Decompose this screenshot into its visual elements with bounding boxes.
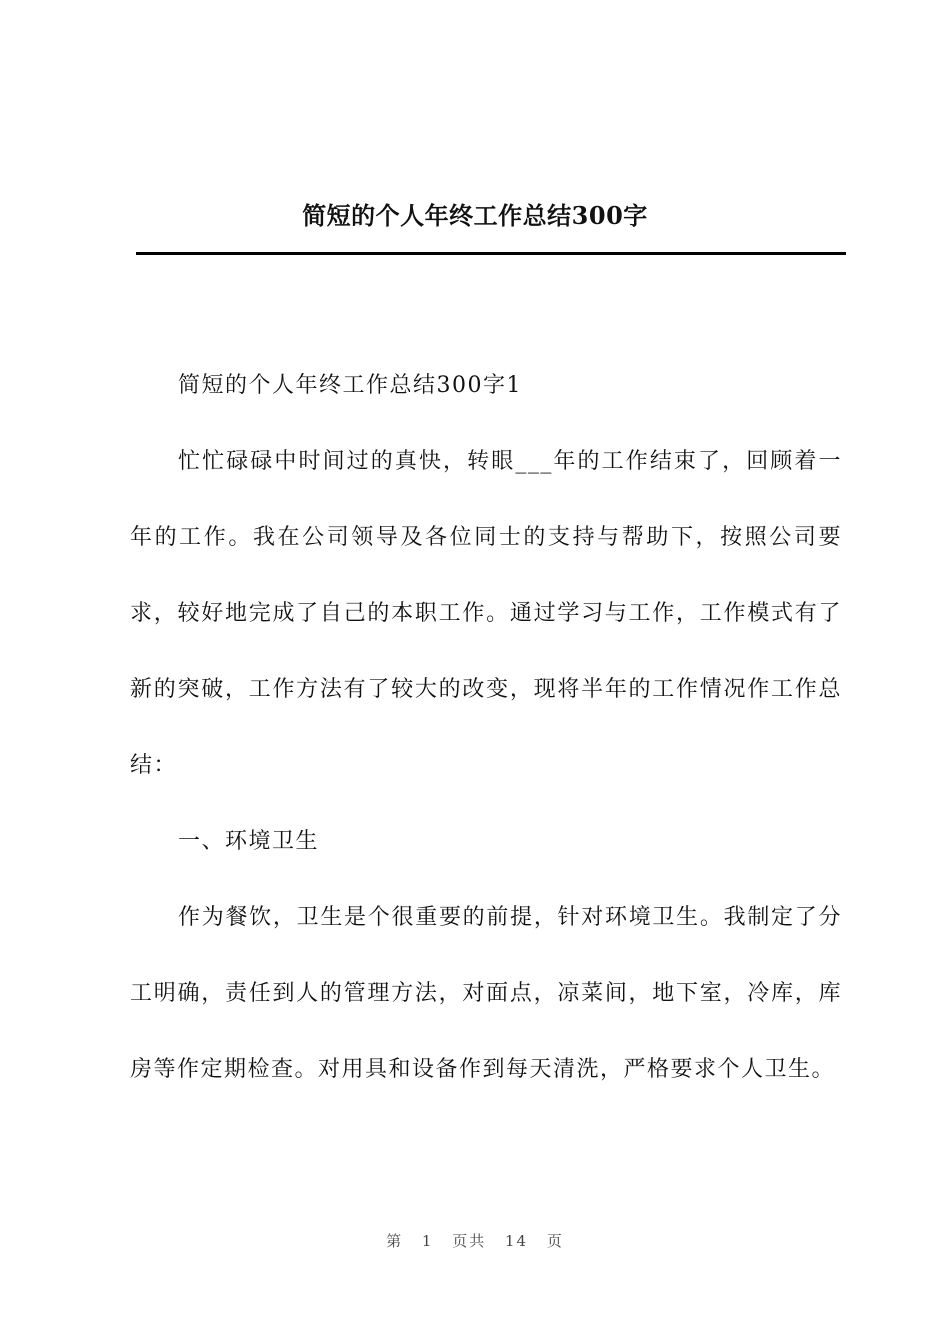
body-paragraph: 作为餐饮，卫生是个很重要的前提，针对环境卫生。我制定了分工明确，责任到人的管理方法，对面点，凉菜间，地下室，冷库，库房等作定期检查。对用具和设备作到每天清洗，严格要求个人卫生。 (130, 905, 842, 1082)
section-heading: 简短的个人年终工作总结300字1 (178, 373, 522, 398)
footer-di-label: 第 (386, 1232, 404, 1250)
title-divider (136, 252, 846, 255)
footer-total-pages: 14 (505, 1232, 529, 1250)
footer-ye-gong-label: 页共 (452, 1232, 487, 1250)
subsection-heading: 一、环境卫生 (178, 829, 320, 854)
page-footer (0, 1230, 950, 1251)
page-title: 简短的个人年终工作总结300字 (302, 201, 648, 230)
footer-page-number: 1 (421, 1232, 434, 1250)
body-paragraph: 忙忙碌碌中时间过的真快，转眼___年的工作结束了，回顾着一年的工作。我在公司领导及各位同士的支持与帮助下，按照公司要求，较好地完成了自己的本职工作。通过学习与工作，工作模式有了新的突破，工作方法有了较大的改变，现将半年的工作情况作工作总结： (130, 449, 842, 778)
document-body (130, 348, 842, 1108)
footer-ye-label: 页 (546, 1232, 564, 1250)
